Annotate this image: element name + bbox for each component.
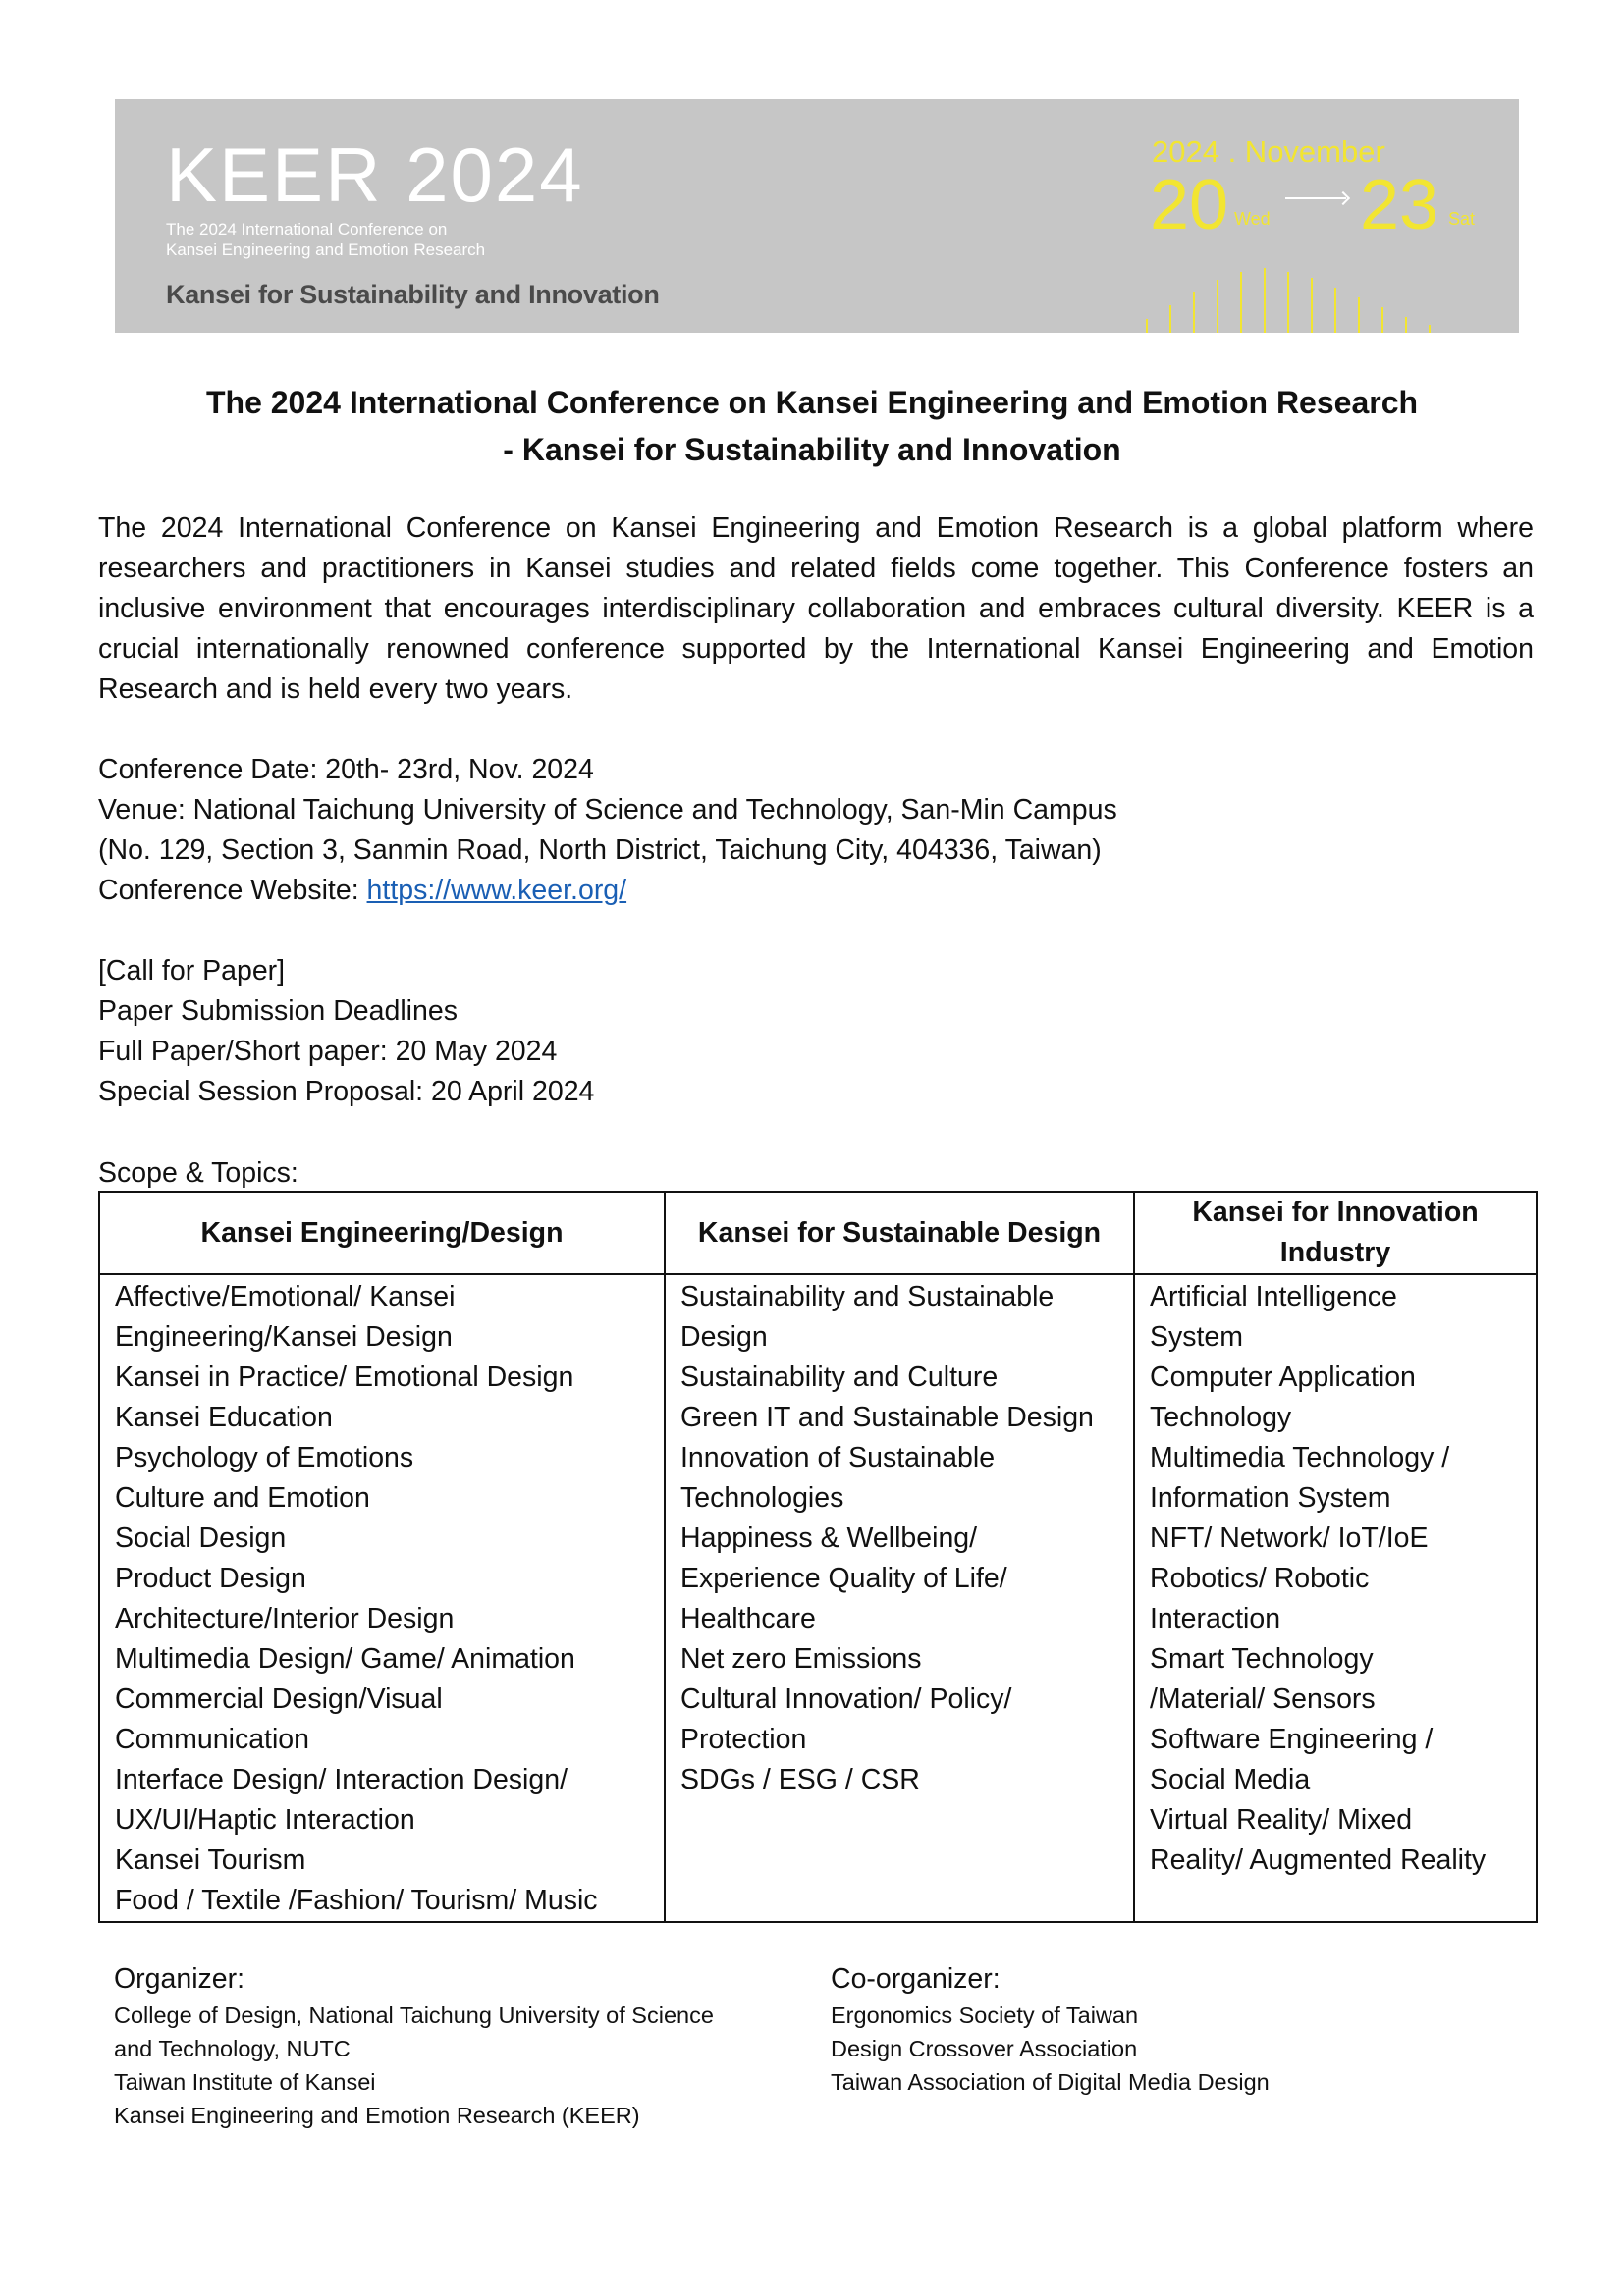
banner-end-weekday: Sat xyxy=(1448,209,1476,229)
topic-line: Interface Design/ Interaction Design/ xyxy=(115,1764,568,1795)
column-header: Kansei Engineering/Design xyxy=(99,1192,665,1274)
banner-subtitle xyxy=(166,219,485,260)
topic-line: Interaction xyxy=(1150,1603,1281,1634)
special-session-deadline: Special Session Proposal: 20 April 2024 xyxy=(98,1076,595,1107)
organizer-block xyxy=(114,1959,714,2132)
website-link[interactable]: https://www.keer.org/ xyxy=(366,875,627,906)
arrow-right-icon xyxy=(1285,197,1346,199)
coorganizer-line: Taiwan Association of Digital Media Design xyxy=(831,2069,1270,2095)
conference-website-row xyxy=(98,871,1534,911)
topic-line: Affective/Emotional/ Kansei xyxy=(115,1281,456,1312)
banner-theme: Kansei for Sustainability and Innovation xyxy=(166,280,660,309)
topic-line: Information System xyxy=(1150,1482,1391,1514)
topic-line: Technology xyxy=(1150,1402,1292,1433)
topics-column-innovation-industry xyxy=(1134,1274,1537,1922)
topic-line: Commercial Design/Visual xyxy=(115,1683,443,1715)
topic-line: Happiness & Wellbeing/ xyxy=(680,1522,978,1554)
topic-line: Kansei Tourism xyxy=(115,1844,306,1876)
topic-line: UX/UI/Haptic Interaction xyxy=(115,1804,415,1836)
topic-line: SDGs / ESG / CSR xyxy=(680,1764,920,1795)
full-paper-deadline: Full Paper/Short paper: 20 May 2024 xyxy=(98,1036,558,1067)
keer-logo: KEER 2024 xyxy=(166,132,584,218)
topic-line: Green IT and Sustainable Design xyxy=(680,1402,1094,1433)
topic-line: System xyxy=(1150,1321,1244,1353)
conference-date: Conference Date: 20th- 23rd, Nov. 2024 xyxy=(98,754,594,785)
banner-end-day: 23 xyxy=(1360,166,1439,244)
topic-line: Sustainability and Culture xyxy=(680,1362,999,1393)
topic-line: Cultural Innovation/ Policy/ xyxy=(680,1683,1012,1715)
topics-column-kansei-design xyxy=(99,1274,665,1922)
coorganizer-block xyxy=(831,1959,1270,2099)
topic-line: Communication xyxy=(115,1724,309,1755)
topic-line: Psychology of Emotions xyxy=(115,1442,414,1473)
topic-line: NFT/ Network/ IoT/IoE xyxy=(1150,1522,1429,1554)
topic-line: Software Engineering / xyxy=(1150,1724,1434,1755)
coorganizer-line: Design Crossover Association xyxy=(831,2036,1138,2061)
banner-month: 2024 . November xyxy=(1152,134,1385,169)
conference-address: (No. 129, Section 3, Sanmin Road, North District, Taichung City, 404336, Taiwan) xyxy=(98,834,1102,866)
organizer-line: and Technology, NUTC xyxy=(114,2036,351,2061)
topic-line: Smart Technology xyxy=(1150,1643,1374,1675)
topic-line: Product Design xyxy=(115,1563,306,1594)
banner-subtitle-line: Kansei Engineering and Emotion Research xyxy=(166,240,486,259)
call-for-paper xyxy=(98,951,1534,1112)
topic-line: Multimedia Technology / xyxy=(1150,1442,1450,1473)
topic-line: Engineering/Kansei Design xyxy=(115,1321,453,1353)
title-line-1: The 2024 International Conference on Kansei Engineering and Emotion Research xyxy=(205,385,1419,420)
conference-banner xyxy=(115,99,1519,333)
topic-line: Kansei Education xyxy=(115,1402,333,1433)
topic-line: Design xyxy=(680,1321,768,1353)
organizer-line: Kansei Engineering and Emotion Research (KEER) xyxy=(114,2103,640,2128)
topic-line: Robotics/ Robotic xyxy=(1150,1563,1370,1594)
topic-line: Computer Application xyxy=(1150,1362,1416,1393)
topic-line: Kansei in Practice/ Emotional Design xyxy=(115,1362,574,1393)
topic-line: Architecture/Interior Design xyxy=(115,1603,455,1634)
topic-line: Protection xyxy=(680,1724,807,1755)
topic-line: Net zero Emissions xyxy=(680,1643,922,1675)
coorganizer-heading: Co-organizer: xyxy=(831,1963,1001,1995)
deadlines-heading: Paper Submission Deadlines xyxy=(98,995,458,1027)
topic-line: Experience Quality of Life/ xyxy=(680,1563,1007,1594)
scope-label: Scope & Topics: xyxy=(98,1157,298,1189)
organizer-line: College of Design, National Taichung University of Science xyxy=(114,2002,714,2028)
table-header-row xyxy=(99,1192,1537,1274)
topic-line: Reality/ Augmented Reality xyxy=(1150,1844,1487,1876)
website-label: Conference Website: xyxy=(98,875,367,906)
table-row xyxy=(99,1274,1537,1922)
topic-line: Technologies xyxy=(680,1482,844,1514)
decorative-bars xyxy=(1126,264,1519,333)
topic-line: Virtual Reality/ Mixed xyxy=(1150,1804,1413,1836)
document-title xyxy=(0,379,1624,473)
topic-line: Innovation of Sustainable xyxy=(680,1442,996,1473)
conference-venue: Venue: National Taichung University of Science and Technology, San-Min Campus xyxy=(98,794,1117,826)
topic-line: /Material/ Sensors xyxy=(1150,1683,1376,1715)
topic-line: Social Media xyxy=(1150,1764,1311,1795)
banner-start-day: 20 xyxy=(1150,166,1229,244)
banner-subtitle-line: The 2024 International Conference on xyxy=(166,220,448,239)
topics-table xyxy=(98,1191,1538,1923)
organizer-heading: Organizer: xyxy=(114,1963,245,1995)
intro-paragraph: The 2024 International Conference on Kansei Engineering and Emotion Research is a global platform where researchers and practitioners in Kansei studies and related fields come together. This Conference fosters an inclusive environment that encourages interdisciplinary collaboration and embraces cultural diversity. KEER is a crucial internationally renowned conference supported by the International Kansei Engineering and Emotion Research and is held every two years. xyxy=(98,512,1534,705)
column-header: Kansei for Innovation Industry xyxy=(1134,1192,1537,1274)
cfp-heading: [Call for Paper] xyxy=(98,955,286,987)
conference-info xyxy=(98,750,1534,911)
banner-start-weekday: Wed xyxy=(1234,209,1271,229)
topic-line: Multimedia Design/ Game/ Animation xyxy=(115,1643,575,1675)
topic-line: Healthcare xyxy=(680,1603,816,1634)
title-line-2: - Kansei for Sustainability and Innovation xyxy=(503,432,1121,467)
topic-line: Artificial Intelligence xyxy=(1150,1281,1397,1312)
topic-line: Culture and Emotion xyxy=(115,1482,370,1514)
organizer-line: Taiwan Institute of Kansei xyxy=(114,2069,376,2095)
topic-line: Sustainability and Sustainable xyxy=(680,1281,1055,1312)
topics-column-sustainable-design xyxy=(665,1274,1134,1922)
topic-line: Food / Textile /Fashion/ Tourism/ Music xyxy=(115,1885,598,1916)
column-header: Kansei for Sustainable Design xyxy=(665,1192,1134,1274)
coorganizer-line: Ergonomics Society of Taiwan xyxy=(831,2002,1139,2028)
topic-line: Social Design xyxy=(115,1522,287,1554)
